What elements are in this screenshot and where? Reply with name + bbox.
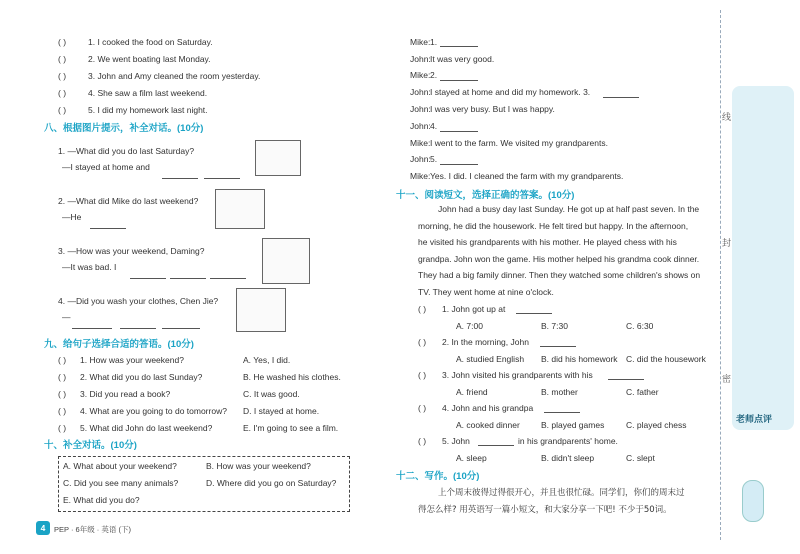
sec11-option: B. mother [541, 387, 578, 397]
sec11-question: 2. In the morning, John [442, 337, 529, 347]
q7-sentence: 2. We went boating last Monday. [88, 54, 211, 64]
answer-paren: ( ) [58, 355, 67, 365]
sec11-option: A. 7:00 [456, 321, 483, 331]
dialog-blank[interactable] [603, 89, 639, 98]
dialog-blank[interactable] [440, 123, 478, 132]
sec11-option: A. cooked dinner [456, 420, 520, 430]
dialog-line: I stayed at home and did my homework. 3. [430, 87, 591, 97]
sec11-question: 5. John [442, 436, 470, 446]
answer-paren: ( ) [418, 403, 427, 413]
sec8-blank[interactable] [210, 270, 246, 279]
sec9-question: 4. What are you going to do tomorrow? [80, 406, 227, 416]
sec8-answer-lead: —He [62, 212, 82, 222]
q7-sentence: 3. John and Amy cleaned the room yesterday. [88, 71, 261, 81]
writing-prompt: 得怎么样? 用英语写一篇小短文，和大家分享一下吧! 不少于50词。 [418, 505, 672, 515]
sec11-option: C. did the housework [626, 354, 706, 364]
dialog-line: I went to the farm. We visited my grandparents. [430, 138, 608, 148]
dialog-line: 1. [430, 37, 438, 47]
passage-line: John had a busy day last Sunday. He got up at half past seven. In the [438, 204, 700, 214]
sec9-question: 1. How was your weekend? [80, 355, 184, 365]
sec8-question: 2. —What did Mike do last weekend? [58, 196, 199, 206]
sec10-option: C. Did you see many animals? [63, 478, 179, 488]
passage-line: They had a big family dinner. Then they watched some children's shows on [418, 270, 701, 280]
sec11-blank[interactable] [478, 437, 514, 446]
dialog-line: Yes. I did. I cleaned the farm with my grandparents. [430, 171, 624, 181]
sec9-answer: C. It was good. [243, 389, 300, 399]
answer-paren: ( ) [418, 370, 427, 380]
sec8-blank[interactable] [162, 170, 198, 179]
q7-sentence: 1. I cooked the food on Saturday. [88, 37, 213, 47]
sec10-option: D. Where did you go on Saturday? [206, 478, 337, 488]
sec8-blank[interactable] [90, 220, 126, 229]
sec11-option: B. 7:30 [541, 321, 568, 331]
sec8-blank[interactable] [162, 320, 200, 329]
dialog-line: 4. [430, 121, 438, 131]
answer-paren: ( ) [58, 372, 67, 382]
q7-sentence: 5. I did my homework last night. [88, 105, 208, 115]
footer-text: PEP · 6年级 · 英语 (下) [54, 525, 131, 534]
answer-paren: ( ) [58, 423, 67, 433]
sec9-answer: E. I'm going to see a film. [243, 423, 339, 433]
dialog-speaker: Mike: [410, 138, 431, 148]
dialog-speaker: John: [410, 54, 431, 64]
sec11-question: 3. John visited his grandparents with his [442, 370, 593, 380]
teacher-comment-label: 老师点评 [736, 414, 773, 424]
dialog-speaker: John: [410, 104, 431, 114]
binding-line [720, 10, 721, 540]
pencil-mascot-icon [742, 480, 764, 522]
dialog-speaker: John: [410, 87, 431, 97]
sec9-answer: A. Yes, I did. [243, 355, 291, 365]
writing-prompt: 上个周末彼得过得很开心，并且也很忙碌。同学们，你们的周末过 [438, 488, 685, 498]
sec9-question: 5. What did John do last weekend? [80, 423, 213, 433]
side-char-3: 密 [722, 374, 732, 384]
sec8-question: 3. —How was your weekend, Daming? [58, 246, 205, 256]
sec10-option: E. What did you do? [63, 495, 140, 505]
sec8-blank[interactable] [130, 270, 166, 279]
sec11-blank[interactable] [608, 371, 644, 380]
sec8-question: 1. —What did you do last Saturday? [58, 146, 195, 156]
sec11-blank[interactable] [516, 305, 552, 314]
sec11-option: B. did his homework [541, 354, 618, 364]
side-char-2: 封 [722, 238, 732, 248]
sec9-answer: D. I stayed at home. [243, 406, 320, 416]
sec8-blank[interactable] [120, 320, 156, 329]
answer-paren: ( ) [58, 71, 67, 81]
sec10-option: B. How was your weekend? [206, 461, 311, 471]
answer-paren: ( ) [418, 436, 427, 446]
dialog-line: It was very good. [430, 54, 495, 64]
sec8-blank[interactable] [72, 320, 112, 329]
sec11-question-tail: in his grandparents' home. [518, 436, 618, 446]
sec8-answer-lead: — [62, 312, 71, 322]
answer-paren: ( ) [58, 54, 67, 64]
dialog-blank[interactable] [440, 38, 478, 47]
sec11-option: B. played games [541, 420, 605, 430]
answer-paren: ( ) [418, 304, 427, 314]
q7-sentence: 4. She saw a film last weekend. [88, 88, 208, 98]
sec9-question: 3. Did you read a book? [80, 389, 171, 399]
dialog-speaker: John: [410, 154, 431, 164]
section-12-title: 十二、写作。(10分) [396, 471, 480, 482]
dialog-speaker: John: [410, 121, 431, 131]
dialog-line: 5. [430, 154, 438, 164]
page-number-badge: 4 [36, 521, 50, 535]
passage-line: TV. They went home at nine o'clock. [418, 287, 554, 297]
answer-paren: ( ) [58, 88, 67, 98]
sec8-blank[interactable] [204, 170, 240, 179]
section-11-title: 十一、阅读短文，选择正确的答案。(10分) [396, 190, 575, 201]
dialog-line: I was very busy. But I was happy. [430, 104, 555, 114]
sec11-option: C. 6:30 [626, 321, 654, 331]
sec11-question: 4. John and his grandpa [442, 403, 534, 413]
dialog-blank[interactable] [440, 156, 478, 165]
illustration [236, 288, 286, 332]
answer-paren: ( ) [418, 337, 427, 347]
answer-paren: ( ) [58, 37, 67, 47]
sec10-option: A. What about your weekend? [63, 461, 177, 471]
sec11-option: A. friend [456, 387, 488, 397]
dialog-line: 2. [430, 70, 438, 80]
illustration [262, 238, 310, 284]
sec11-blank[interactable] [540, 338, 576, 347]
teacher-comment-panel [732, 86, 794, 430]
dialog-speaker: Mike: [410, 171, 431, 181]
sec11-option: C. played chess [626, 420, 687, 430]
illustration [255, 140, 301, 176]
section-8-title: 八、根据图片提示，补全对话。(10分) [44, 123, 204, 134]
sec8-answer-lead: —It was bad. I [62, 262, 117, 272]
sec8-blank[interactable] [170, 270, 206, 279]
sec8-answer-lead: —I stayed at home and [62, 162, 150, 172]
sec11-option: C. slept [626, 453, 655, 463]
sec8-question: 4. —Did you wash your clothes, Chen Jie? [58, 296, 219, 306]
sec11-option: A. studied English [456, 354, 525, 364]
sec11-option: A. sleep [456, 453, 487, 463]
passage-line: he visited his grandparents with his mother. He played chess with his [418, 237, 677, 247]
answer-paren: ( ) [58, 389, 67, 399]
sec9-answer: B. He washed his clothes. [243, 372, 341, 382]
sec11-option: C. father [626, 387, 659, 397]
section-10-title: 十、补全对话。(10分) [44, 440, 137, 451]
section-9-title: 九、给句子选择合适的答语。(10分) [44, 339, 194, 350]
sec11-blank[interactable] [544, 404, 580, 413]
answer-paren: ( ) [58, 406, 67, 416]
passage-line: grandpa. John won the game. His mother helped his grandma cook dinner. [418, 254, 700, 264]
illustration [215, 189, 265, 229]
sec11-question: 1. John got up at [442, 304, 506, 314]
side-char-1: 线 [722, 112, 732, 122]
sec11-option: B. didn't sleep [541, 453, 595, 463]
dialog-speaker: Mike: [410, 37, 431, 47]
dialog-blank[interactable] [440, 72, 478, 81]
dialog-speaker: Mike: [410, 70, 431, 80]
passage-line: morning, he did the housework. He felt tired but happy. In the afternoon, [418, 221, 689, 231]
sec9-question: 2. What did you do last Sunday? [80, 372, 203, 382]
answer-paren: ( ) [58, 105, 67, 115]
